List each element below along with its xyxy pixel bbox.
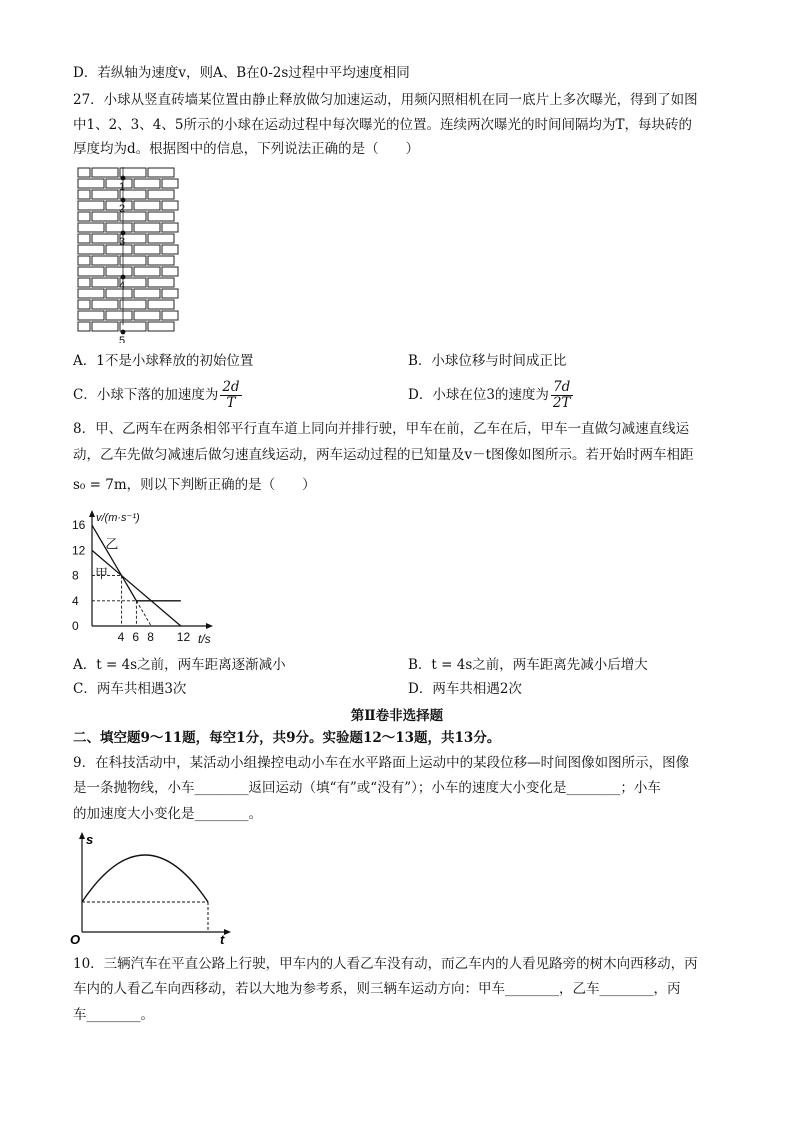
series-line-甲 bbox=[92, 550, 181, 626]
brick bbox=[148, 300, 174, 309]
brick bbox=[78, 300, 90, 309]
brick bbox=[162, 201, 178, 210]
q9-stem-line1: 9．在科技活动中，某活动小组操控电动小车在水平路面上运动中的某段位移—时间图像如图所示，图像 bbox=[73, 755, 690, 771]
q10-stem-line2: 车内的人看乙车向西移动，若以大地为参考系，则三辆车运动方向：甲车________，乙车________，丙 bbox=[73, 981, 681, 997]
brick bbox=[148, 322, 174, 331]
ball-label: 1 bbox=[119, 181, 126, 193]
brick bbox=[148, 278, 174, 287]
y-tick-label: 8 bbox=[72, 568, 79, 583]
y-tick-label: 16 bbox=[72, 518, 86, 533]
brick bbox=[78, 256, 90, 265]
brick bbox=[134, 289, 160, 298]
ball-position bbox=[121, 176, 126, 181]
brick-wall-figure bbox=[73, 165, 183, 343]
y-tick-label: 4 bbox=[72, 593, 79, 608]
ball-position bbox=[121, 330, 126, 335]
brick bbox=[92, 322, 118, 331]
brick bbox=[106, 223, 132, 232]
q7-option-d[interactable] bbox=[408, 378, 573, 412]
ball-position bbox=[121, 275, 126, 280]
vt-chart bbox=[70, 505, 230, 647]
section-heading: 二、填空题9～11题，每空1分，共9分。实验题12～13题，共13分。 bbox=[73, 730, 501, 746]
brick bbox=[162, 223, 178, 232]
brick bbox=[78, 190, 90, 199]
q7-stem-line2: 中1、2、3、4、5所示的小球在运动过程中每次曝光的位置。连续两次曝光的时间间隔均为T，每块砖的 bbox=[73, 117, 692, 133]
q8-stem-line3: s₀ = 7m，则以下判断正确的是（ ） bbox=[73, 477, 316, 493]
series-label-乙: 乙 bbox=[105, 536, 119, 552]
brick bbox=[78, 322, 90, 331]
brick bbox=[78, 223, 104, 232]
x-tick-label: 12 bbox=[176, 630, 191, 644]
q7-option-d-fraction bbox=[551, 380, 573, 411]
q8-option-c[interactable]: C．两车共相遇3次 bbox=[73, 681, 187, 697]
x-tick-label: 8 bbox=[147, 630, 154, 644]
ball-position bbox=[121, 231, 126, 236]
fraction-denominator: T bbox=[226, 395, 236, 411]
t-axis-arrow-icon bbox=[206, 623, 213, 629]
s-axis-arrow-icon bbox=[79, 832, 85, 839]
q7-option-c-text: C．小球下落的加速度为 bbox=[73, 387, 219, 403]
brick bbox=[106, 311, 132, 320]
brick bbox=[148, 212, 174, 221]
brick bbox=[120, 168, 146, 177]
x-tick-label: 4 bbox=[117, 630, 125, 644]
y-tick-label: 0 bbox=[72, 619, 79, 633]
brick bbox=[162, 311, 178, 320]
ball-label: 4 bbox=[119, 280, 126, 292]
brick bbox=[78, 201, 104, 210]
t-axis-label: t/s bbox=[198, 632, 211, 646]
guide-line bbox=[136, 601, 151, 626]
fraction-denominator: 2T bbox=[552, 395, 571, 411]
ball-label: 3 bbox=[119, 236, 126, 248]
brick bbox=[120, 256, 146, 265]
fraction-numerator: 2d bbox=[222, 379, 240, 395]
brick bbox=[78, 289, 104, 298]
brick bbox=[92, 300, 118, 309]
brick bbox=[78, 179, 104, 188]
brick bbox=[92, 212, 118, 221]
brick bbox=[148, 168, 174, 177]
brick bbox=[134, 201, 160, 210]
brick bbox=[92, 256, 118, 265]
brick bbox=[78, 267, 104, 276]
origin-label: O bbox=[70, 932, 81, 946]
q8-option-a[interactable]: A．t = 4s之前，两车距离逐渐减小 bbox=[73, 657, 286, 673]
brick bbox=[134, 179, 160, 188]
q8-stem-line2: 动，乙车先做匀减速后做匀速直线运动，两车运动过程的已知量及v－t图像如图所示。若开始时两车相距 bbox=[73, 447, 694, 463]
parabola-curve bbox=[82, 855, 208, 902]
t-axis-label: t bbox=[220, 932, 225, 946]
q9-stem-line3: 的加速度大小变化是________。 bbox=[73, 806, 262, 822]
q7-option-b[interactable]: B．小球位移与时间成正比 bbox=[408, 353, 567, 369]
brick bbox=[92, 190, 118, 199]
brick bbox=[120, 322, 146, 331]
fraction-numerator: 7d bbox=[551, 380, 573, 396]
series-label-甲: 甲 bbox=[94, 566, 108, 582]
brick bbox=[162, 289, 178, 298]
ball-label: 5 bbox=[119, 335, 126, 343]
v-axis-label: v/(m·s⁻¹) bbox=[96, 512, 140, 524]
brick bbox=[134, 311, 160, 320]
brick bbox=[92, 168, 118, 177]
brick bbox=[92, 234, 118, 243]
st-graph bbox=[68, 828, 238, 946]
ball-position bbox=[121, 198, 126, 203]
q7-option-d-text: D．小球在位3的速度为 bbox=[408, 387, 549, 403]
q8-stem-line1: 8．甲、乙两车在两条相邻平行直车道上同向并排行驶，甲车在前，乙车在后，甲车一直做匀减速直线运 bbox=[73, 421, 690, 437]
y-tick-label: 12 bbox=[72, 543, 86, 558]
brick bbox=[92, 278, 118, 287]
brick bbox=[148, 190, 174, 199]
q10-stem-line3: 车________。 bbox=[73, 1007, 154, 1023]
brick bbox=[162, 267, 178, 276]
brick bbox=[162, 179, 178, 188]
brick bbox=[78, 212, 90, 221]
q7-option-c-fraction bbox=[220, 380, 241, 411]
v-axis-arrow-icon bbox=[89, 510, 95, 517]
q10-stem-line1: 10．三辆汽车在平直公路上行驶，甲车内的人看乙车没有动，而乙车内的人看见路旁的树木向西移动，丙 bbox=[73, 956, 698, 972]
brick bbox=[78, 278, 90, 287]
brick bbox=[134, 245, 160, 254]
brick bbox=[162, 245, 178, 254]
brick bbox=[148, 234, 174, 243]
brick bbox=[134, 267, 160, 276]
q26-option-d: D．若纵轴为速度v，则A、B在0-2s过程中平均速度相同 bbox=[73, 65, 410, 81]
brick bbox=[134, 223, 160, 232]
q7-option-a[interactable]: A．1不是小球释放的初始位置 bbox=[73, 353, 254, 369]
q7-option-c[interactable] bbox=[73, 378, 242, 412]
q7-stem-line1: 27．小球从竖直砖墙某位置由静止释放做匀加速运动，用频闪照相机在同一底片上多次曝光，得到了如图 bbox=[73, 92, 698, 108]
q8-option-b[interactable]: B．t = 4s之前，两车距离先减小后增大 bbox=[408, 657, 648, 673]
q8-option-d[interactable]: D．两车共相遇2次 bbox=[408, 681, 522, 697]
ball-label: 2 bbox=[119, 203, 126, 215]
x-tick-label: 6 bbox=[132, 630, 140, 644]
brick bbox=[78, 168, 90, 177]
s-axis-label: s bbox=[86, 832, 94, 847]
q7-stem-line3: 厚度均为d。根据图中的信息，下列说法正确的是（ ） bbox=[73, 141, 420, 157]
brick bbox=[78, 234, 90, 243]
t-axis-arrow-icon bbox=[224, 929, 231, 935]
brick bbox=[120, 300, 146, 309]
q9-stem-line2: 是一条抛物线，小车________返回运动（填“有”或“没有”）；小车的速度大小变化是________；小车 bbox=[73, 780, 661, 796]
brick bbox=[78, 311, 104, 320]
brick bbox=[106, 267, 132, 276]
section-title: 第Ⅱ卷非选择题 bbox=[350, 708, 444, 724]
brick bbox=[78, 245, 104, 254]
brick bbox=[148, 256, 174, 265]
